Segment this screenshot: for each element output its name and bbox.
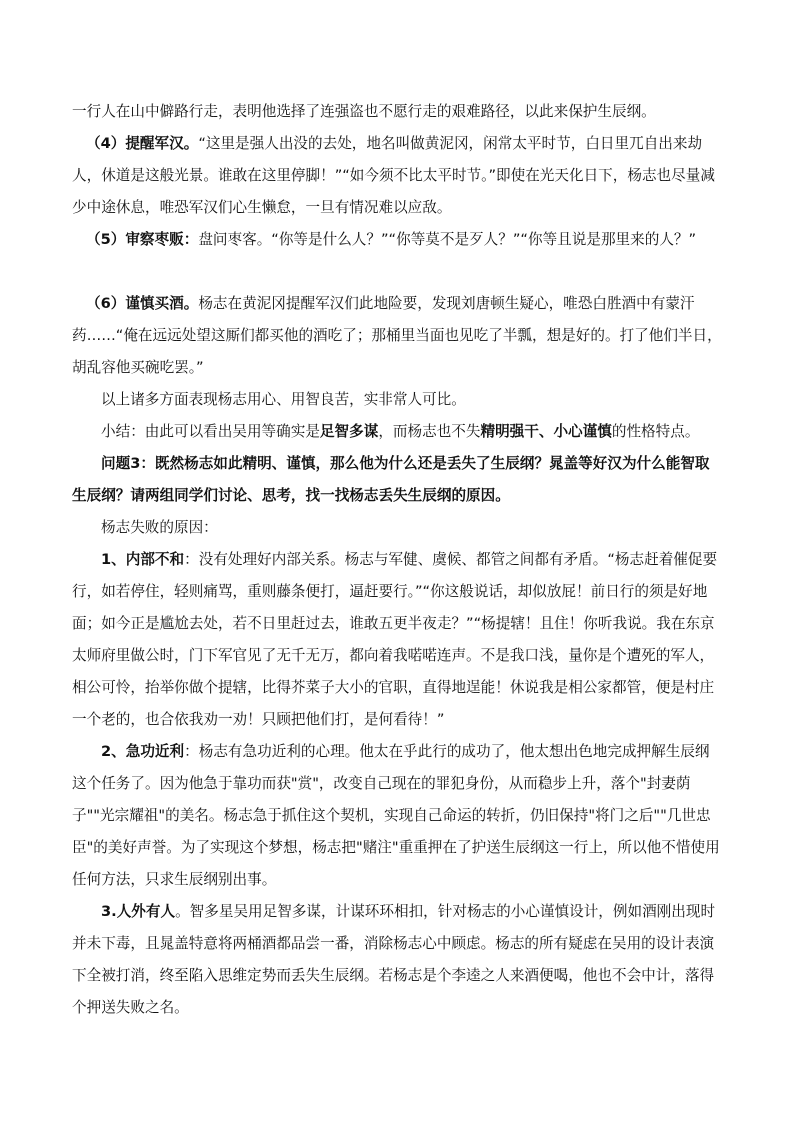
item-6-text: 杨志在黄泥冈提醒军汉们此地险要，发现刘唐顿生疑心，唯恐白胜酒中有蒙汗药……“俺在远远处望这厮们都买他的酒吃了；那桶里当面也见吃了半瓢，想是好的。打了他们半日，胡乱容他买碗吃罢。” xyxy=(72,295,722,376)
paragraph-reasons-heading xyxy=(72,512,724,544)
paragraph-question-3 xyxy=(72,448,724,512)
paragraph-conclusion xyxy=(72,416,724,448)
summary-intro-text: 以上诸多方面表现杨志用心、用智良苦，实非常人可比。 xyxy=(101,391,466,408)
paragraph-summary-intro xyxy=(72,384,724,416)
conclusion-bold-1: 足智多谋 xyxy=(319,423,379,440)
item-6-heading: （6）谨慎买酒。 xyxy=(86,295,199,312)
text-run: 一行人在山中僻路行走，表明他选择了连强盗也不愿行走的艰难路径，以此来保护生辰纲。 xyxy=(72,103,656,120)
reason-2-text: ：杨志有急功近利的心理。他太在乎此行的成功了，他太想出色地完成押解生辰纲这个任务了。因为他急于靠功而获"赏"，改变自己现在的罪犯身份，从而稳步上升，落个"封妻荫子""光宗耀祖"的美名。杨志急于抓住这个契机，实现自己命运的转折，仍旧保持"将门之后""几世忠臣"的美好声誉。为了实现这个梦想，杨志把"赌注"重重押在了护送生辰纲这一行上，所以他不惜使用任何方法，只求生辰纲别出事。 xyxy=(72,743,720,888)
item-5-heading: （5）审察枣贩： xyxy=(86,231,199,248)
reason-2-heading: 2、急功近利 xyxy=(101,743,185,760)
paragraph-item-5 xyxy=(72,224,724,256)
question-3-text: 问题3：既然杨志如此精明、谨慎，那么他为什么还是丢失了生辰纲？晁盖等好汉为什么能智取生辰纲？请两组同学们讨论、思考，找一找杨志丢失生辰纲的原因。 xyxy=(72,455,710,504)
reason-1-text: ：没有处理好内部关系。杨志与军健、虞候、都管之间都有矛盾。“杨志赶着催促要行，如若停住，轻则痛骂，重则藤条便打，逼赶要行。”“你这般说话，却似放屁！前日行的须是好地面；如今正是尴尬去处，若不日里赶过去，谁敢五更半夜走？”“杨提辖！且住！你听我说。我在东京太师府里做公时，门下军官见了无千无万，都向着我喏喏连声。不是我口浅，量你是个遭死的军人，相公可怜，抬举你做个提辖，比得芥菜子大小的官职，直得地逞能！休说我是相公家都管，便是村庄一个老的，也合依我劝一劝！只顾把他们打，是何看待！” xyxy=(72,551,718,728)
conclusion-text-1: 小结：由此可以看出吴用等确实是 xyxy=(101,423,320,440)
item-4-heading: （4）提醒军汉。 xyxy=(86,135,199,152)
reason-1-heading: 1、内部不和 xyxy=(101,551,185,568)
reason-3-heading: 3.人外有人 xyxy=(101,903,176,920)
paragraph-intro-line xyxy=(72,96,724,128)
paragraph-reason-1 xyxy=(72,544,724,736)
conclusion-text-3: 的性格特点。 xyxy=(611,423,700,440)
conclusion-text-2: ，而杨志也不失 xyxy=(378,423,481,440)
paragraph-item-4 xyxy=(72,128,724,224)
reason-3-text: 。智多星吴用足智多谋，计谋环环相扣，针对杨志的小心谨慎设计，例如酒刚出现时并未下毒，且晁盖特意将两桶酒都品尝一番，消除杨志心中顾虑。杨志的所有疑虑在吴用的设计表演下全被打消，终至陷入思维定势而丢失生辰纲。若杨志是个李逵之人来酒便喝，他也不会中计，落得个押送失败之名。 xyxy=(72,903,716,1016)
item-4-text: “这里是强人出没的去处，地名叫做黄泥冈，闲常太平时节，白日里兀自出来劫人，休道是这般光景。谁敢在这里停脚！”“如今须不比太平时节。”即使在光天化日下，杨志也尽量减少中途休息，唯恐军汉们心生懒怠，一旦有情况难以应敌。 xyxy=(72,135,715,216)
paragraph-reason-2 xyxy=(72,736,724,896)
conclusion-bold-2: 精明强干、小心谨慎 xyxy=(480,423,612,440)
paragraph-reason-3 xyxy=(72,896,724,1024)
paragraph-item-6 xyxy=(72,288,724,384)
item-5-text: 盘问枣客。“你等是什么人？”“你等莫不是歹人？”“你等且说是那里来的人？” xyxy=(198,231,697,248)
reasons-heading-text: 杨志失败的原因： xyxy=(101,519,218,536)
